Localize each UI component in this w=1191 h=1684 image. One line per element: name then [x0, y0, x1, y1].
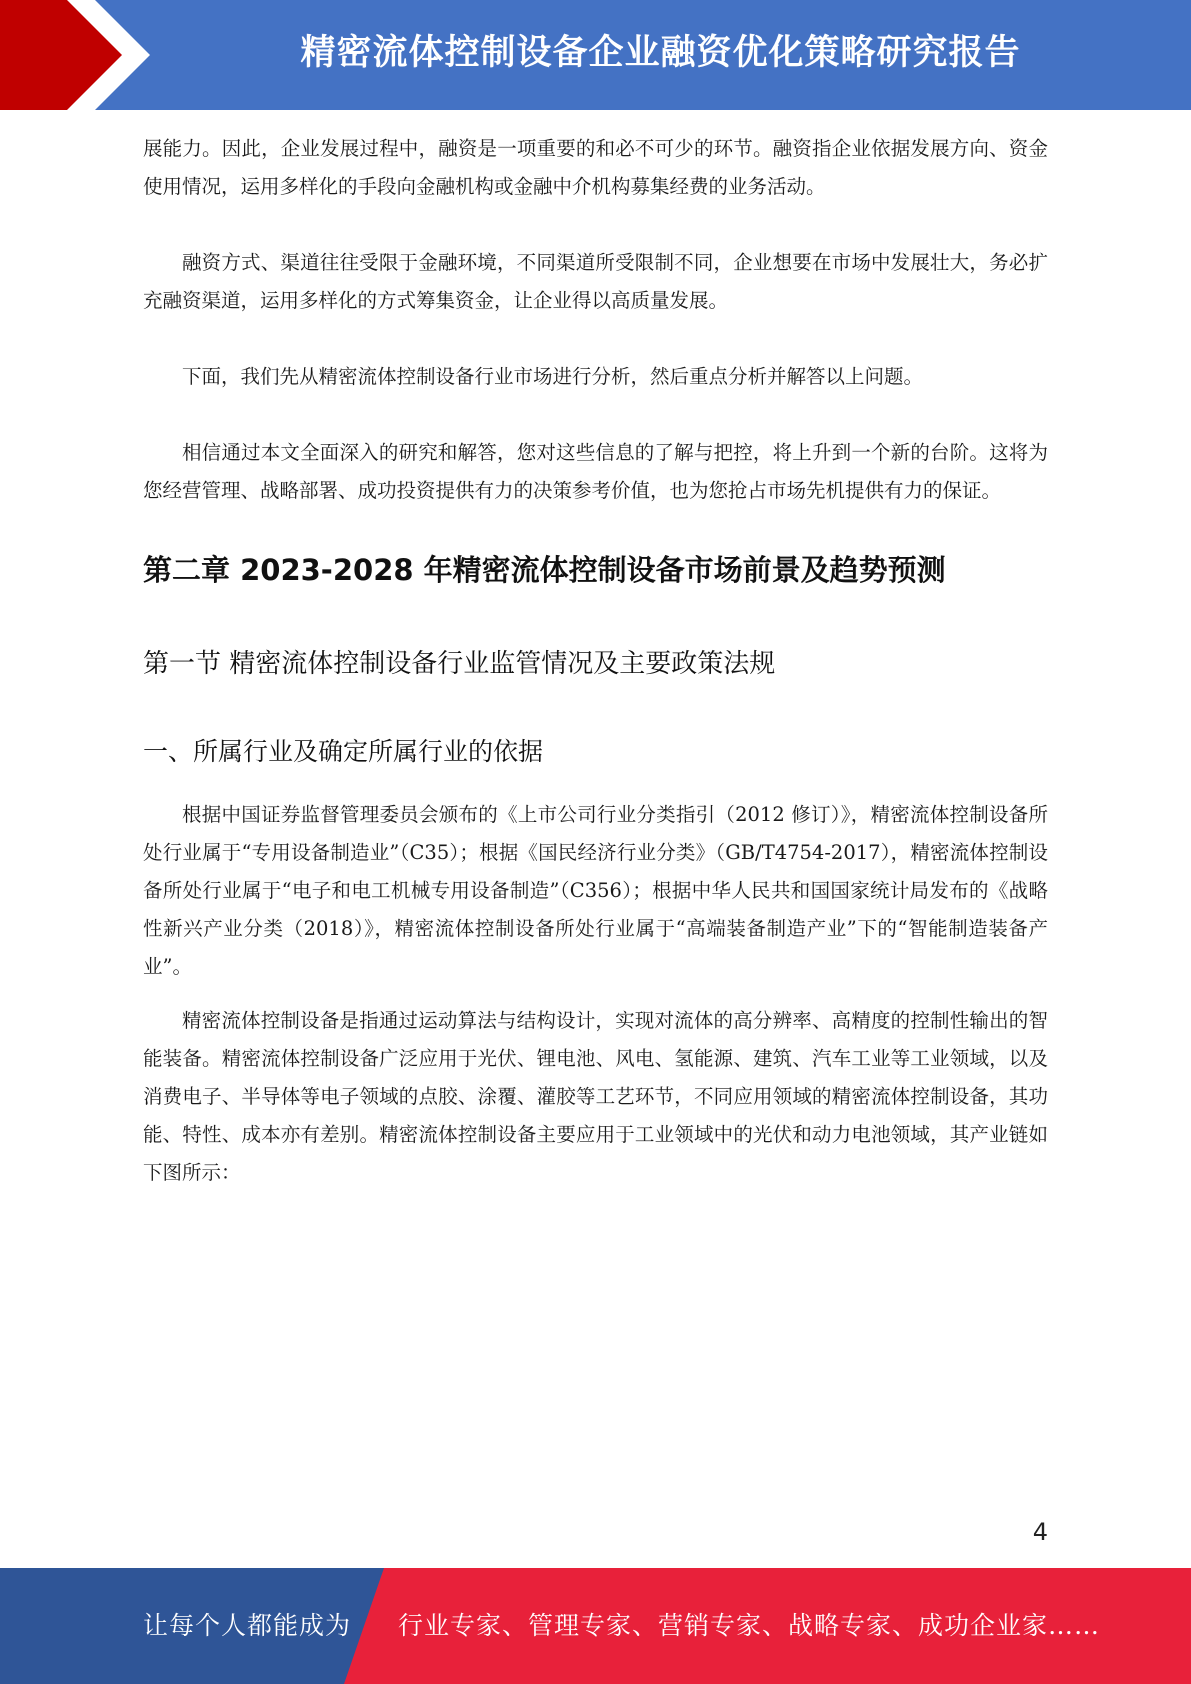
paragraph: 精密流体控制设备是指通过运动算法与结构设计，实现对流体的高分辨率、高精度的控制性输出的智能装备。精密流体控制设备广泛应用于光伏、锂电池、风电、氢能源、建筑、汽车工业等工业领域，以及消费电子、半导体等电子领域的点胶、涂覆、灌胶等工艺环节，不同应用领域的精密流体控制设备，其功能、特性、成本亦有差别。精密流体控制设备主要应用于工业领域中的光伏和动力电池领域，其产业链如下图所示：	[143, 1009, 1048, 1184]
page-number: 4	[1032, 1518, 1048, 1546]
paragraph: 相信通过本文全面深入的研究和解答，您对这些信息的了解与把控，将上升到一个新的台阶。这将为您经营管理、战略部署、成功投资提供有力的决策参考价值，也为您抢占市场先机提供有力的保证。	[143, 441, 1048, 502]
paragraph: 展能力。因此，企业发展过程中，融资是一项重要的和必不可少的环节。融资指企业依据发展方向、资金使用情况，运用多样化的手段向金融机构或金融中介机构募集经费的业务活动。	[143, 137, 1048, 198]
footer-tagline: 行业专家、管理专家、营销专家、战略专家、成功企业家……	[398, 1611, 1101, 1640]
footer-slogan: 让每个人都能成为	[143, 1611, 352, 1640]
subsection-title: 一、所属行业及确定所属行业的依据	[143, 737, 544, 766]
chapter-title: 第二章 2023-2028 年精密流体控制设备市场前景及趋势预测	[143, 553, 946, 587]
red-arrow-decoration	[0, 0, 160, 110]
report-title: 精密流体控制设备企业融资优化策略研究报告	[300, 33, 1021, 73]
page-content	[143, 130, 1048, 1192]
section-title: 第一节 精密流体控制设备行业监管情况及主要政策法规	[143, 649, 776, 679]
footer-banner	[0, 1568, 1191, 1684]
header-banner	[0, 0, 1191, 110]
paragraph: 根据中国证券监督管理委员会颁布的《上市公司行业分类指引（2012 修订）》，精密流体控制设备所处行业属于“专用设备制造业”（C35）；根据《国民经济行业分类》（GB/T4754-2017），精密流体控制设备所处行业属于“电子和电工机械专用设备制造”（C356）；根据中华人民共和国国家统计局发布的《战略性新兴产业分类（2018）》，精密流体控制设备所处行业属于“高端装备制造产业”下的“智能制造装备产业”。	[143, 803, 1048, 978]
paragraph: 融资方式、渠道往往受限于金融环境，不同渠道所受限制不同，企业想要在市场中发展壮大，务必扩充融资渠道，运用多样化的方式筹集资金，让企业得以高质量发展。	[143, 251, 1048, 312]
paragraph: 下面，我们先从精密流体控制设备行业市场进行分析，然后重点分析并解答以上问题。	[182, 365, 924, 388]
